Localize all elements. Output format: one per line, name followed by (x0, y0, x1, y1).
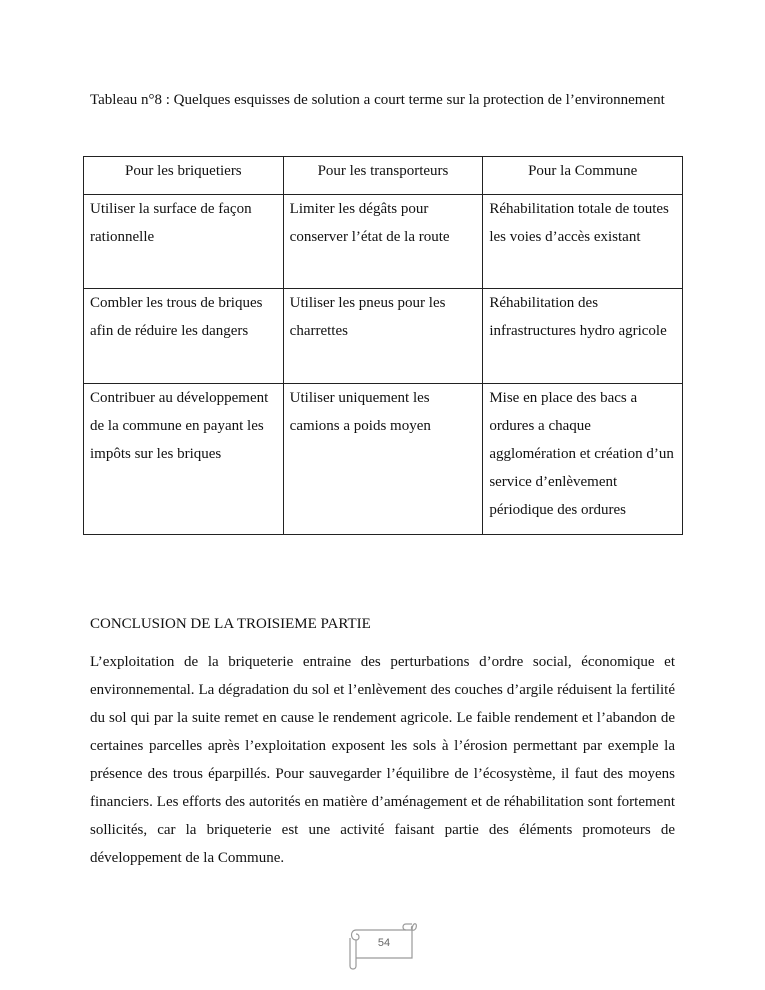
header-commune: Pour la Commune (483, 157, 683, 195)
table-cell: Mise en place des bacs a ordures a chaque agglomération et création d’un service d’enlèvement périodique des ordures (483, 384, 683, 535)
table-cell: Limiter les dégâts pour conserver l’état de la route (283, 195, 483, 289)
header-briquetiers: Pour les briquetiers (84, 157, 284, 195)
conclusion-paragraph: L’exploitation de la briqueterie entraine des perturbations d’ordre social, économique et environnemental. La dégradation du sol et l’enlèvement des couches d’argile réduisent la fertilité du sol qui par la suite remet en cause le rendement agricole. Le faible rendement et l’abandon de certaines parcelles après l’exploitation exposent les sols à l’érosion permettant par exemple la présence des trous éparpillés. Pour sauvegarder l’équilibre de l’écosystème, il faut des moyens financiers. Les efforts des autorités en matière d’aménagement et de réhabilitation sont fortement sollicités, car la briqueterie est une activité faisant partie des éléments promoteurs de développement de la Commune. (90, 654, 675, 866)
table-caption: Tableau n°8 : Quelques esquisses de solution a court terme sur la protection de l’environnement (90, 92, 665, 108)
table-cell: Combler les trous de briques afin de réduire les dangers (84, 289, 284, 384)
header-transporteurs: Pour les transporteurs (283, 157, 483, 195)
section-heading: CONCLUSION DE LA TROISIEME PARTIE (90, 616, 371, 632)
table-cell: Utiliser la surface de façon rationnelle (84, 195, 284, 289)
table-cell: Utiliser les pneus pour les charrettes (283, 289, 483, 384)
table-cell: Réhabilitation totale de toutes les voies d’accès existant (483, 195, 683, 289)
table-header-row (84, 157, 683, 195)
table-cell: Contribuer au développement de la commune en payant les impôts sur les briques (84, 384, 284, 535)
table-row (84, 289, 683, 384)
table-cell: Utiliser uniquement les camions a poids moyen (283, 384, 483, 535)
table-row (84, 384, 683, 535)
page-number: 54 (377, 937, 391, 949)
table-row (84, 195, 683, 289)
solutions-table (83, 156, 683, 535)
table-cell: Réhabilitation des infrastructures hydro agricole (483, 289, 683, 384)
